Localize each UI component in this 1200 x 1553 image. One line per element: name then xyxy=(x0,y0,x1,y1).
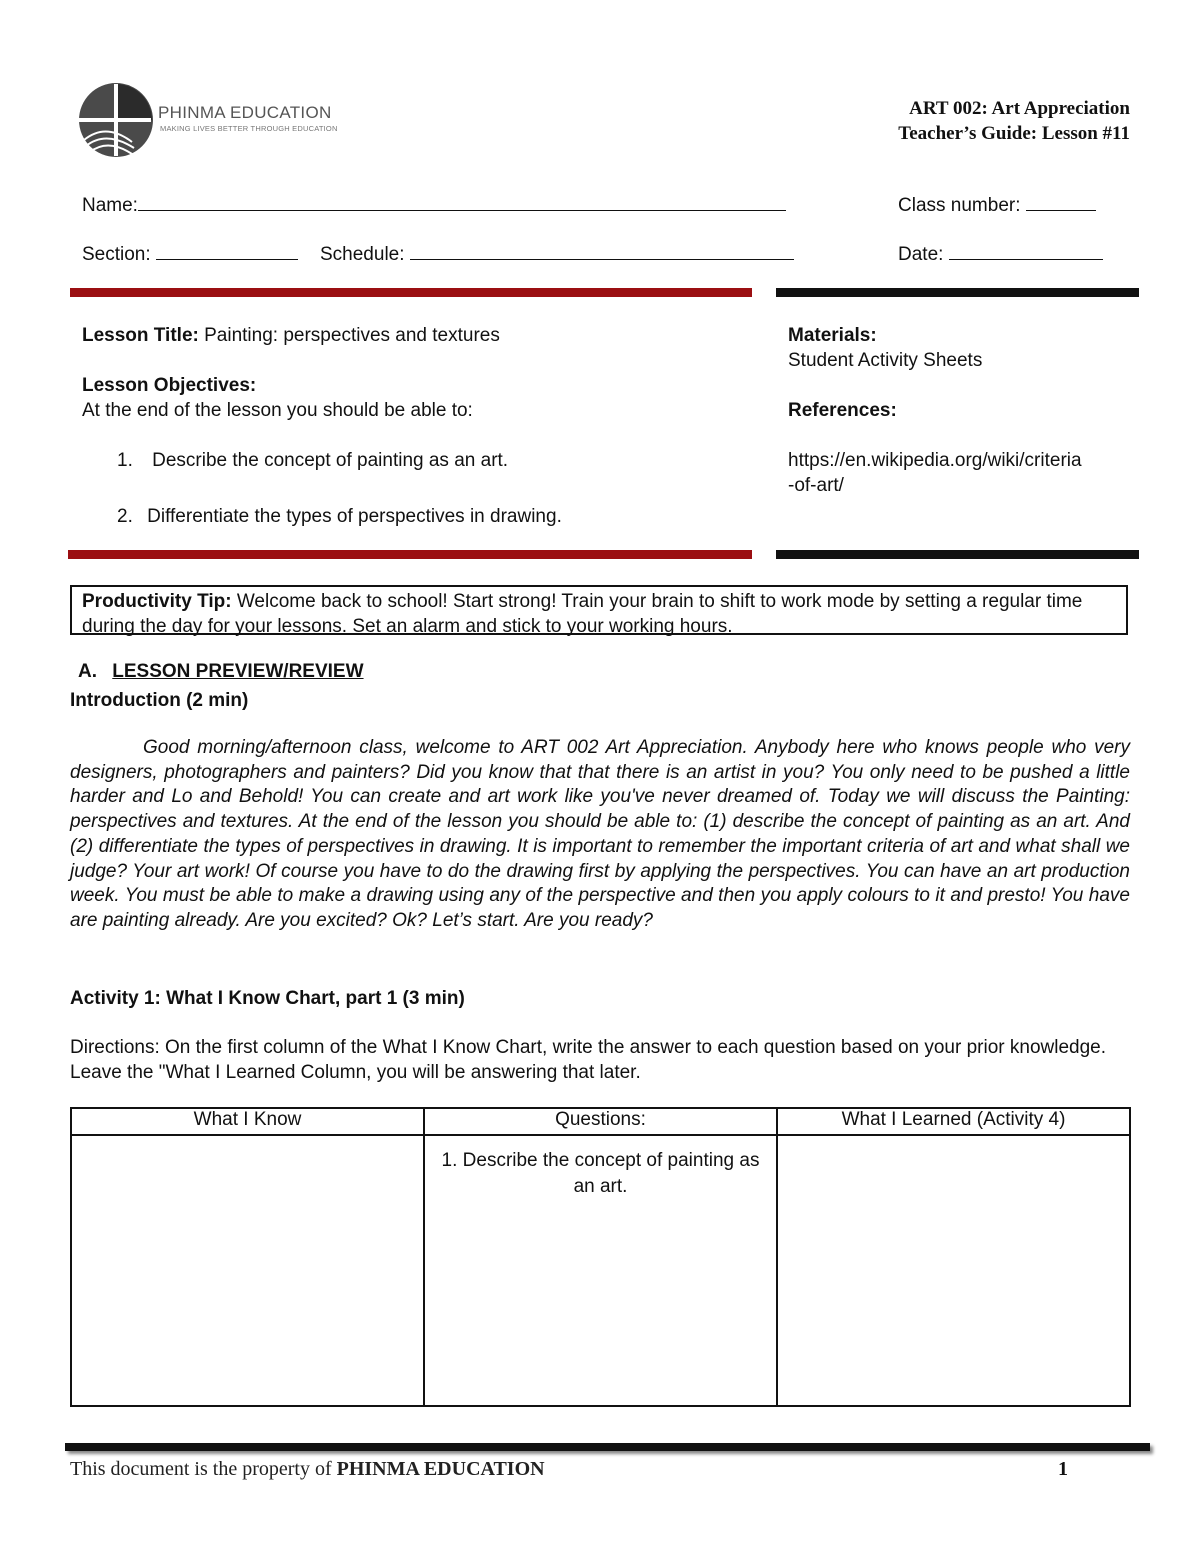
schedule-label: Schedule: xyxy=(320,244,405,265)
lesson-title-label: Lesson Title: xyxy=(82,325,199,346)
logo-tagline: MAKING LIVES BETTER THROUGH EDUCATION xyxy=(160,124,338,133)
objective-number: 1. xyxy=(117,450,133,471)
footer-owner: PHINMA EDUCATION xyxy=(336,1458,545,1480)
name-field[interactable] xyxy=(82,192,786,217)
table-row xyxy=(71,1135,1130,1406)
divider-black-top xyxy=(776,288,1139,297)
introduction-text: Good morning/afternoon class, welcome to ART 002 Art Appreciation. Anybody here who knows people who very designers, photographers and painters? Did you know that that there is an artist in you? You only need to be pushed a little harder and Lo and Behold! You can create and art work like you've never dreamed of. Today we will discuss the Painting: perspectives and textures. At the end of the lesson you should be able to: (1) describe the concept of painting as an art. And (2) differentiate the types of perspectives in drawing. It is important to remember the important criteria of art and what shall we judge? Your art work! Of course you have to do the drawing first by applying the perspectives. You can have an art production week. You must be able to make a drawing using any of the perspective and then you apply colours to it and presto! You have are painting already. Are you excited? Ok? Let’s start. Are you ready? xyxy=(70,737,1130,931)
lesson-title-value: Painting: perspectives and textures xyxy=(204,325,500,346)
references-label: References: xyxy=(788,400,897,421)
objective-text: Differentiate the types of perspectives in drawing. xyxy=(147,506,562,527)
divider-red-bottom xyxy=(68,550,752,559)
schedule-field[interactable] xyxy=(320,241,794,266)
activity1-heading: Activity 1: What I Know Chart, part 1 (3 min) xyxy=(70,988,465,1009)
table-header-row xyxy=(71,1108,1130,1135)
class-number-blank[interactable] xyxy=(1026,192,1096,211)
materials-label: Materials: xyxy=(788,325,877,346)
objectives-intro: At the end of the lesson you should be able to: xyxy=(82,400,473,421)
objectives-label: Lesson Objectives: xyxy=(82,375,257,396)
document-header xyxy=(898,96,1130,146)
course-title: ART 002: Art Appreciation xyxy=(909,98,1130,119)
question-cell: 1. Describe the concept of painting as an art. xyxy=(424,1135,777,1406)
objective-item xyxy=(117,504,562,529)
schedule-blank[interactable] xyxy=(410,241,794,260)
class-number-field[interactable] xyxy=(898,192,1096,217)
name-blank[interactable] xyxy=(138,192,786,211)
section-blank[interactable] xyxy=(156,241,298,260)
what-i-know-chart xyxy=(70,1107,1131,1407)
tip-text: Welcome back to school! Start strong! Train your brain to shift to work mode by setting a regular time during the day for your lessons. Set an alarm and stick to your working hours. xyxy=(82,591,1083,637)
divider-black-bottom xyxy=(776,550,1139,559)
reference-line[interactable]: https://en.wikipedia.org/wiki/criteria xyxy=(788,450,1082,471)
class-number-label: Class number: xyxy=(898,195,1021,216)
what-i-know-cell[interactable] xyxy=(71,1135,424,1406)
page-number: 1 xyxy=(1058,1458,1068,1480)
logo-name: PHINMA EDUCATION xyxy=(158,103,332,122)
section-title: LESSON PREVIEW/REVIEW xyxy=(112,661,364,682)
productivity-tip-box xyxy=(70,585,1128,635)
activity1-directions: Directions: On the first column of the What I Know Chart, write the answer to each question based on your prior knowledge. Leave the "What I Learned Column, you will be answering that later. xyxy=(70,1037,1107,1083)
column-header-what-i-know: What I Know xyxy=(71,1108,424,1135)
date-label: Date: xyxy=(898,244,944,265)
objective-number: 2. xyxy=(117,506,133,527)
what-i-learned-cell[interactable] xyxy=(777,1135,1130,1406)
lesson-title-line xyxy=(82,323,500,348)
tip-label: Productivity Tip: xyxy=(82,591,232,612)
section-label: Section: xyxy=(82,244,151,265)
objective-item xyxy=(117,448,508,473)
footer-divider xyxy=(65,1443,1150,1451)
date-blank[interactable] xyxy=(949,241,1103,260)
divider-red-top xyxy=(70,288,752,297)
column-header-questions: Questions: xyxy=(424,1108,777,1135)
section-letter: A. xyxy=(78,661,97,682)
date-field[interactable] xyxy=(898,241,1103,266)
materials-value: Student Activity Sheets xyxy=(788,350,983,371)
guide-title: Teacher’s Guide: Lesson #11 xyxy=(898,123,1130,144)
footer-prefix: This document is the property of xyxy=(70,1458,332,1480)
name-label: Name: xyxy=(82,195,138,216)
introduction-heading: Introduction (2 min) xyxy=(70,690,249,711)
column-header-what-i-learned: What I Learned (Activity 4) xyxy=(777,1108,1130,1135)
objective-text: Describe the concept of painting as an art. xyxy=(152,450,509,471)
introduction-paragraph xyxy=(70,736,1130,934)
section-field[interactable] xyxy=(82,241,298,266)
section-a-heading xyxy=(78,661,364,683)
reference-line[interactable]: -of-art/ xyxy=(788,475,844,496)
reference-link[interactable] xyxy=(788,448,1082,498)
logo-icon xyxy=(76,82,156,162)
footer-property-note xyxy=(70,1458,545,1481)
